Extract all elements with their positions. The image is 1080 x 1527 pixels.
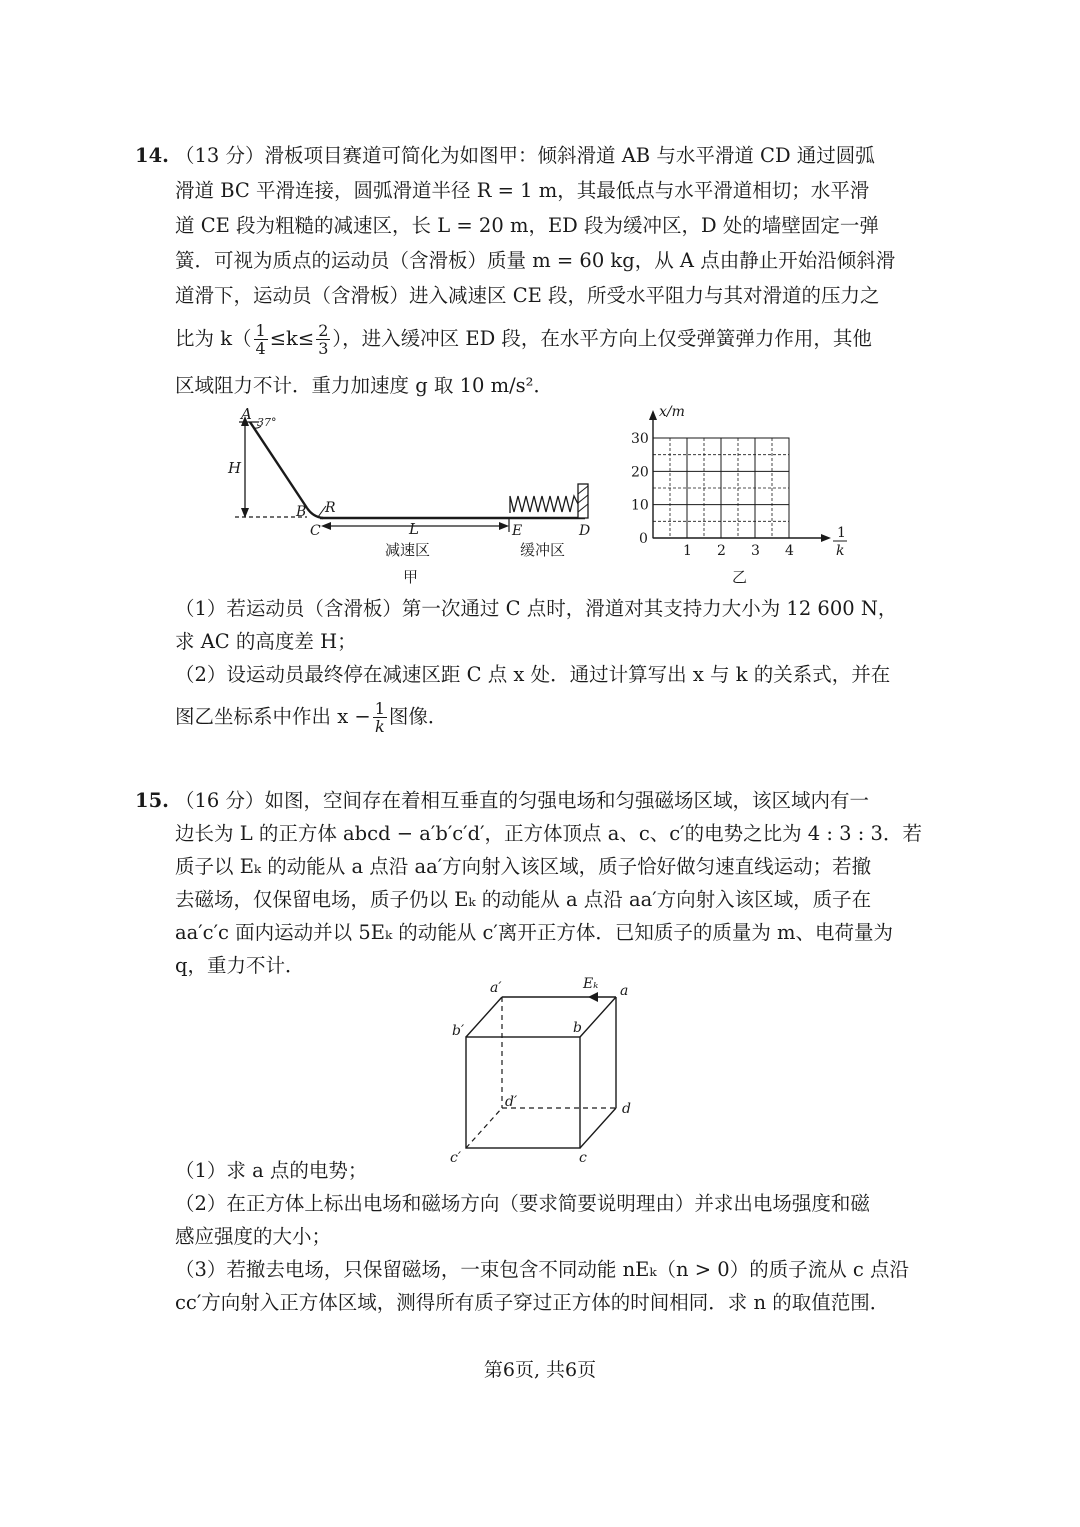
q14-sub2-line-1: （2）设运动员最终停在减速区距 C 点 x 处．通过计算写出 x 与 k 的关系式，并在 — [175, 663, 891, 686]
q14-line-7: 区域阻力不计．重力加速度 g 取 10 m/s²． — [175, 374, 553, 397]
cube-edge-b-a — [580, 997, 616, 1037]
figure-jia — [225, 400, 615, 590]
figure-jia-caption: 甲 — [403, 568, 419, 586]
l-arrow-left — [321, 522, 331, 530]
label-c: c — [579, 1150, 587, 1165]
q14-sub2-line-2-a: 图乙坐标系中作出 x − — [175, 705, 371, 728]
q14-sub2-line-2 — [175, 700, 447, 735]
q15-line-2: 边长为 L 的正方体 abcd − a′b′c′d′，正方体顶点 a、c、c′的电势之比为 4 : 3 : 3．若 — [175, 822, 922, 845]
label-c-prime: c′ — [450, 1150, 462, 1165]
chart-y-tick-label: 30 — [631, 431, 649, 447]
l-arrow-right — [499, 522, 509, 530]
cube-edge-bprime-aprime — [466, 997, 502, 1037]
cube-edge-c-d — [580, 1108, 616, 1148]
q15-line-5: aa′c′c 面内运动并以 5Eₖ 的动能从 c′离开正方体．已知质子的质量为 m、电荷量为 — [175, 921, 894, 944]
chart-x-axis-arrow — [821, 534, 831, 542]
chart-x-axis-label-numerator: 1 — [837, 525, 846, 541]
q15-sub2-line-2: 感应强度的大小； — [175, 1225, 332, 1248]
label-l: L — [409, 520, 419, 538]
chart-x-tick-label: 3 — [751, 543, 760, 559]
chart-caption: 乙 — [732, 568, 748, 586]
label-d-prime: d′ — [505, 1094, 518, 1110]
fraction-numerator: 1 — [255, 321, 266, 340]
q14-sub2-line-2-b: 图像． — [388, 705, 448, 728]
label-b: b — [573, 1020, 582, 1036]
q15-sub2-line-1: （2）在正方体上标出电场和磁场方向（要求简要说明理由）并求出电场强度和磁 — [175, 1192, 870, 1215]
q14-line-1: （13 分）滑板项目赛道可简化为如图甲：倾斜滑道 AB 与水平滑道 CD 通过圆弧 — [175, 144, 875, 167]
fraction-numerator: 2 — [318, 321, 329, 340]
chart-y-tick-label: 10 — [631, 497, 649, 514]
q14-line-6-c: ），进入缓冲区 ED 段，在水平方向上仅受弹簧弹力作用，其他 — [332, 327, 872, 350]
label-b-prime: b′ — [452, 1023, 465, 1039]
figure-yi-chart — [625, 400, 865, 590]
fraction-denominator: 4 — [255, 339, 266, 358]
cube-edge-cprime-dprime — [466, 1108, 502, 1148]
spring — [510, 496, 578, 513]
label-ek: Eₖ — [583, 976, 599, 992]
label-h: H — [228, 459, 242, 477]
label-e: E — [512, 523, 523, 539]
label-angle: 37° — [257, 416, 277, 429]
q14-sub1-line-2: 求 AC 的高度差 H； — [175, 630, 357, 653]
label-b: B — [296, 504, 307, 520]
q14-line-5: 道滑下，运动员（含滑板）进入减速区 CE 段，所受水平阻力与其对滑道的压力之 — [175, 284, 880, 307]
label-d: d — [622, 1101, 631, 1117]
q15-sub3-line-2: cc′方向射入正方体区域，测得所有质子穿过正方体的时间相同．求 n 的取值范围． — [175, 1291, 890, 1314]
q15-line-6: q，重力不计． — [175, 954, 305, 977]
wall — [578, 484, 588, 518]
fraction-denominator: 3 — [318, 339, 329, 358]
q14-line-3: 道 CE 段为粗糙的减速区，长 L = 20 m，ED 段为缓冲区，D 处的墙壁固定一弹 — [175, 214, 879, 237]
chart-y-axis-arrow — [649, 410, 657, 420]
label-r: R — [325, 500, 336, 516]
q14-sub1-line-1: （1）若运动员（含滑板）第一次通过 C 点时，滑道对其支持力大小为 12 600 N， — [175, 597, 898, 620]
ek-arrow — [588, 992, 598, 1002]
chart-y-tick-label: 20 — [631, 464, 649, 481]
fraction-numerator: 1 — [374, 699, 385, 718]
label-a: a — [620, 983, 629, 999]
cube-front-face — [466, 1037, 580, 1148]
q14-line-6-b: ≤k≤ — [269, 327, 315, 350]
q15-line-3: 质子以 Eₖ 的动能从 a 点沿 aa′方向射入该区域，质子恰好做匀速直线运动；若撤 — [175, 855, 872, 878]
fraction-one-over-k — [373, 700, 387, 735]
page-footer: 第6页, 共6页 — [483, 1359, 597, 1381]
chart-origin-label: 0 — [639, 531, 648, 547]
chart-x-tick-label: 2 — [717, 543, 726, 559]
label-c: C — [310, 523, 321, 539]
q15-line-1: （16 分）如图，空间存在着相互垂直的匀强电场和匀强磁场区域，该区域内有一 — [175, 789, 870, 812]
slope-ab — [250, 422, 307, 508]
fraction-two-thirds — [316, 322, 330, 357]
label-d: D — [579, 523, 591, 539]
q15-sub1: （1）求 a 点的电势； — [175, 1159, 368, 1182]
q14-line-6-a: 比为 k（ — [175, 327, 252, 350]
figure-cube — [440, 975, 655, 1165]
label-a: A — [241, 405, 252, 423]
chart-x-tick-label: 4 — [785, 543, 794, 559]
q14-line-2: 滑道 BC 平滑连接，圆弧滑道半径 R = 1 m，其最低点与水平滑道相切；水平滑 — [175, 179, 870, 202]
q14-number: 14. — [135, 144, 169, 167]
label-zone-buffer: 缓冲区 — [520, 541, 566, 559]
chart-y-axis-label: x/m — [659, 404, 685, 420]
q14-line-4: 簧．可视为质点的运动员（含滑板）质量 m = 60 kg，从 A 点由静止开始沿倾斜滑 — [175, 249, 896, 272]
label-a-prime: a′ — [490, 980, 502, 996]
q15-line-4: 去磁场，仅保留电场，质子仍以 Eₖ 的动能从 a 点沿 aa′方向射入该区域，质子在 — [175, 888, 872, 911]
fraction-one-quarter — [254, 322, 268, 357]
q15-sub3-line-1: （3）若撤去电场，只保留磁场，一束包含不同动能 nEₖ（n > 0）的质子流从 c 点沿 — [175, 1258, 910, 1281]
chart-x-tick-label: 1 — [683, 543, 692, 559]
q14-line-6 — [175, 322, 872, 357]
fraction-denominator: k — [374, 717, 385, 736]
q15-number: 15. — [135, 789, 169, 812]
chart-x-axis-label-denominator: k — [836, 543, 845, 559]
label-zone-decel: 减速区 — [385, 541, 431, 559]
